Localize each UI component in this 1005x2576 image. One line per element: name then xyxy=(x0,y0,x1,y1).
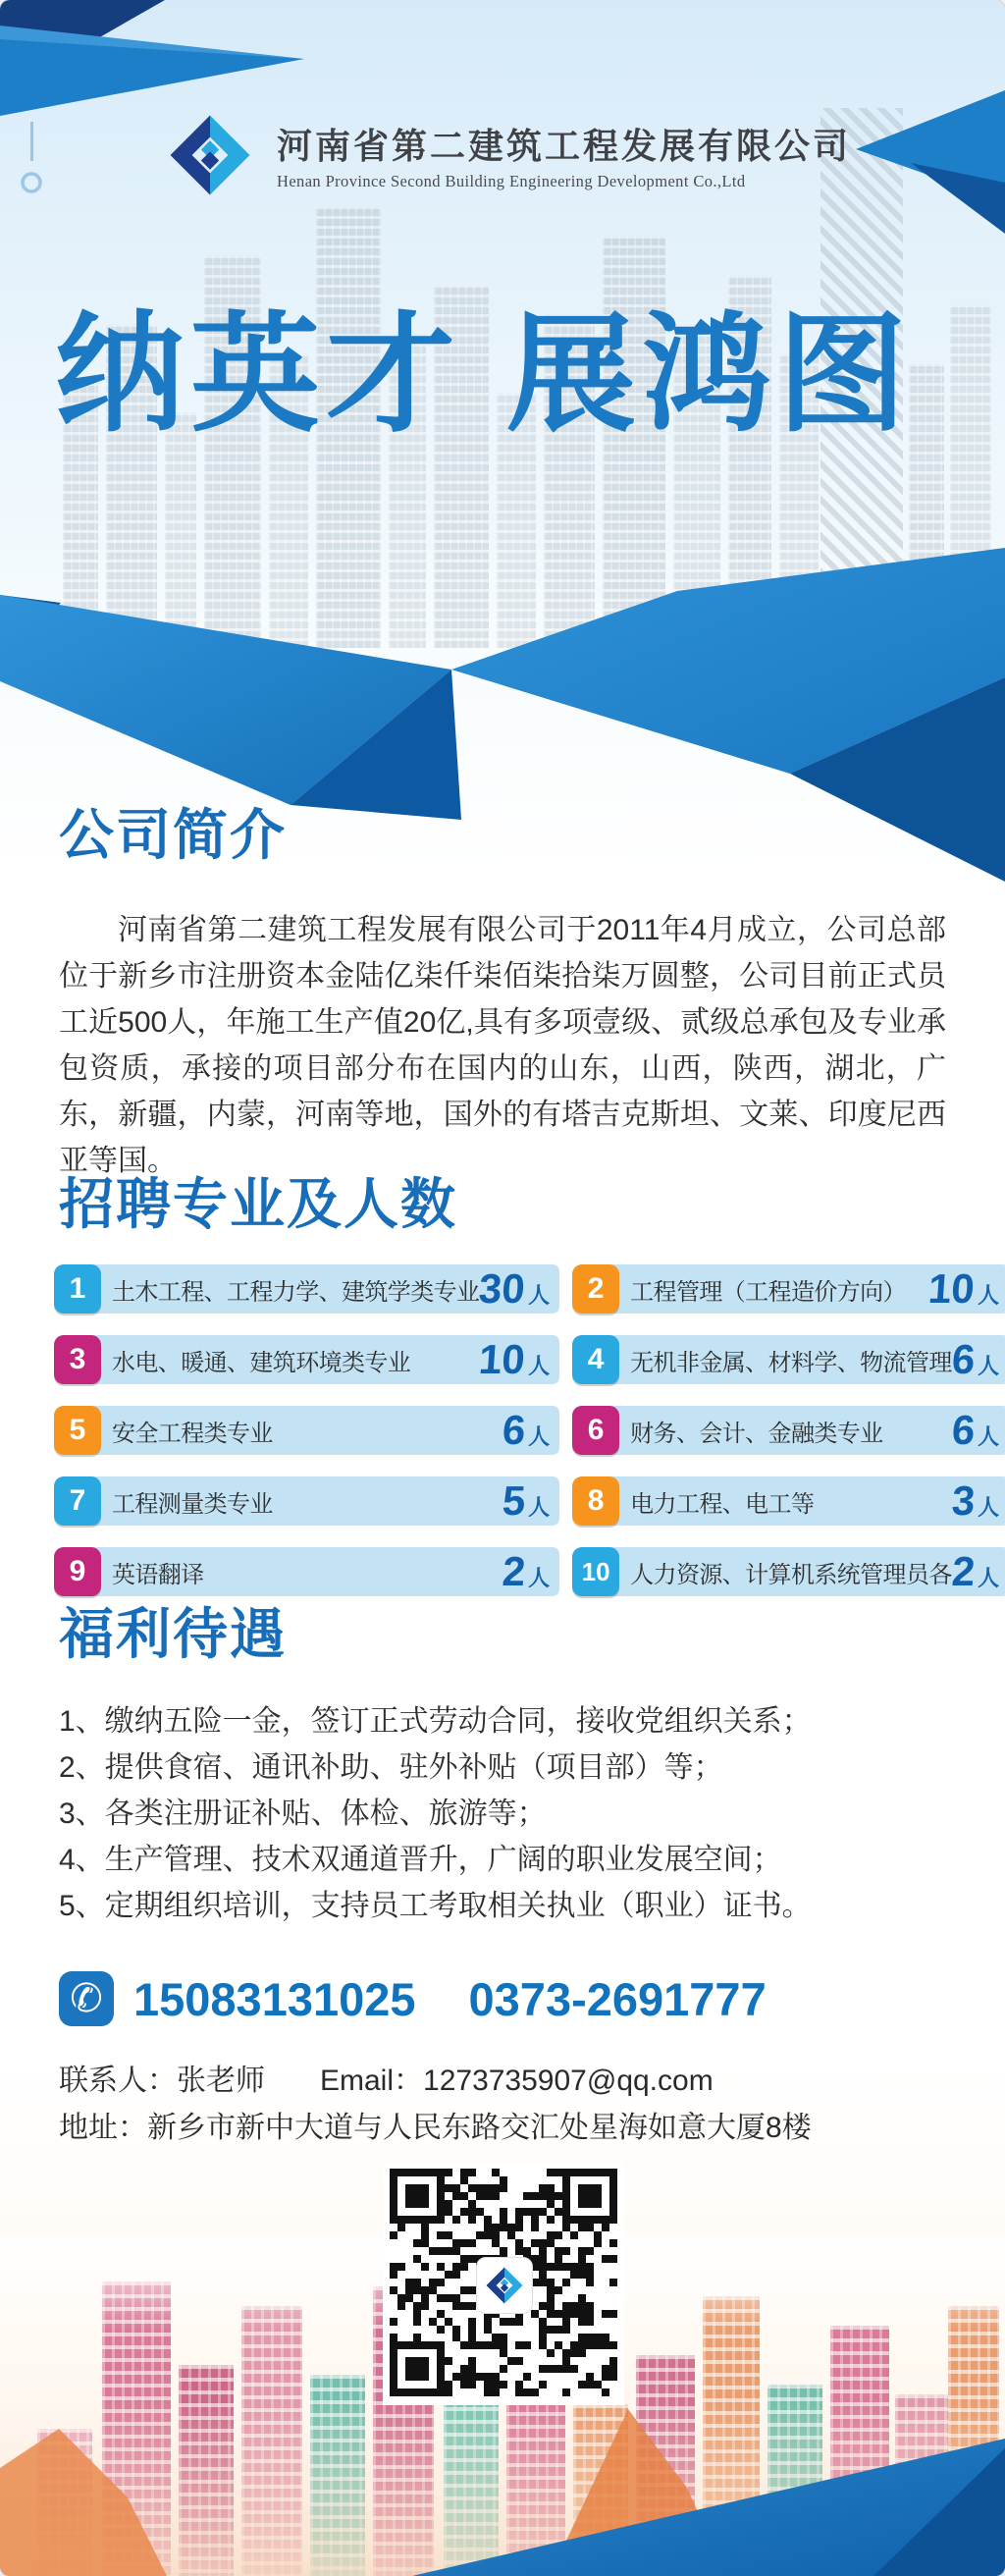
company-logo-mark xyxy=(484,2265,525,2306)
qr-code xyxy=(383,2164,624,2405)
position-label: 工程测量类专业 xyxy=(112,1490,273,1518)
position-number-badge: 7 xyxy=(54,1476,101,1526)
position-count: 10 人 xyxy=(477,1336,551,1382)
about-heading: 公司简介 xyxy=(59,804,287,866)
positions-heading: 招聘专业及人数 xyxy=(59,1173,457,1235)
position-count: 30 人 xyxy=(477,1265,551,1312)
position-number-badge: 3 xyxy=(54,1335,101,1384)
position-label: 无机非金属、材料学、物流管理 xyxy=(630,1349,952,1376)
position-label: 水电、暖通、建筑环境类专业 xyxy=(112,1349,411,1376)
position-row xyxy=(575,1406,1005,1455)
qr-center-logo xyxy=(476,2257,533,2314)
benefits-heading: 福利待遇 xyxy=(59,1603,287,1665)
position-count: 6 人 xyxy=(501,1407,551,1453)
position-number-badge: 10 xyxy=(572,1547,619,1596)
position-row xyxy=(575,1476,1005,1526)
benefit-item: 1、缴纳五险一金，签订正式劳动合同，接收党组织关系； xyxy=(59,1705,812,1738)
position-count: 2 人 xyxy=(950,1548,1000,1594)
company-name-zh: 河南省第二建筑工程发展有限公司 xyxy=(277,127,852,166)
position-number-badge: 4 xyxy=(572,1335,619,1384)
contact-email: Email：1273735907@qq.com xyxy=(320,2065,714,2097)
benefit-item: 5、定期组织培训，支持员工考取相关执业（职业）证书。 xyxy=(59,1890,812,1922)
benefit-item: 4、生产管理、技术双通道晋升，广阔的职业发展空间； xyxy=(59,1844,782,1876)
company-logo-mark xyxy=(165,110,255,200)
position-label: 电力工程、电工等 xyxy=(630,1490,815,1518)
position-number-badge: 1 xyxy=(54,1264,101,1314)
position-row xyxy=(57,1547,559,1596)
benefit-item: 3、各类注册证补贴、体检、旅游等； xyxy=(59,1798,547,1830)
phone-row xyxy=(59,1971,767,2026)
header xyxy=(165,110,851,200)
position-label: 工程管理（工程造价方向） xyxy=(630,1278,906,1306)
position-row xyxy=(57,1264,559,1314)
position-number-badge: 6 xyxy=(572,1406,619,1455)
position-row xyxy=(57,1406,559,1455)
position-row xyxy=(575,1264,1005,1314)
position-number-badge: 9 xyxy=(54,1547,101,1596)
hero-slogan xyxy=(55,302,913,448)
position-count: 6 人 xyxy=(950,1407,1000,1453)
position-label: 财务、会计、金融类专业 xyxy=(630,1420,883,1447)
company-name-block xyxy=(277,119,851,191)
positions-grid xyxy=(57,1264,1000,1596)
mobile-number: 15083131025 xyxy=(133,1972,416,2025)
position-count: 6 人 xyxy=(950,1336,1000,1382)
contact-person: 联系人：张老师 xyxy=(59,2065,265,2097)
phone-icon: ✆ xyxy=(59,1971,114,2026)
position-count: 5 人 xyxy=(501,1477,551,1524)
position-count: 2 人 xyxy=(501,1548,551,1594)
company-name-en: Henan Province Second Building Engineering Development Co.,Ltd xyxy=(277,172,746,190)
contact-line-1 xyxy=(59,2058,812,2105)
position-label: 人力资源、计算机系统管理员各 xyxy=(630,1561,952,1588)
position-number-badge: 2 xyxy=(572,1264,619,1314)
position-row xyxy=(57,1476,559,1526)
position-row xyxy=(57,1335,559,1384)
contact-address: 地址：新乡市新中大道与人民东路交汇处星海如意大厦8楼 xyxy=(59,2112,812,2144)
benefit-item: 2、提供食宿、通讯补助、驻外补贴（项目部）等； xyxy=(59,1751,723,1784)
position-row xyxy=(575,1335,1005,1384)
phone-numbers xyxy=(133,1972,767,2026)
position-label: 英语翻译 xyxy=(112,1561,204,1588)
landline-number: 0373-2691777 xyxy=(468,1972,767,2025)
position-count: 3 人 xyxy=(950,1477,1000,1524)
position-label: 土木工程、工程力学、建筑学类专业 xyxy=(112,1278,480,1306)
hero-slogan-part1: 纳英才 xyxy=(55,302,461,447)
position-number-badge: 5 xyxy=(54,1406,101,1455)
hero-slogan-part2: 展鸿图 xyxy=(506,302,913,447)
position-label: 安全工程类专业 xyxy=(112,1420,273,1447)
position-count: 10 人 xyxy=(926,1265,1000,1312)
contact-block xyxy=(59,2058,812,2152)
benefits-list xyxy=(59,1698,952,1929)
about-body: 河南省第二建筑工程发展有限公司于2011年4月成立，公司总部位于新乡市注册资本金陆亿柒仟柒佰柒拾柒万圆整，公司目前正式员工近500人，年施工生产值20亿,具有多项壹级、贰级总承包及专业承包资质，承接的项目部分布在国内的山东，山西，陕西，湖北，广东，新疆，内蒙，河南等地，国外的有塔吉克斯坦、文莱、印度尼西亚等国。 xyxy=(59,914,946,1177)
position-number-badge: 8 xyxy=(572,1476,619,1526)
position-row xyxy=(575,1547,1005,1596)
